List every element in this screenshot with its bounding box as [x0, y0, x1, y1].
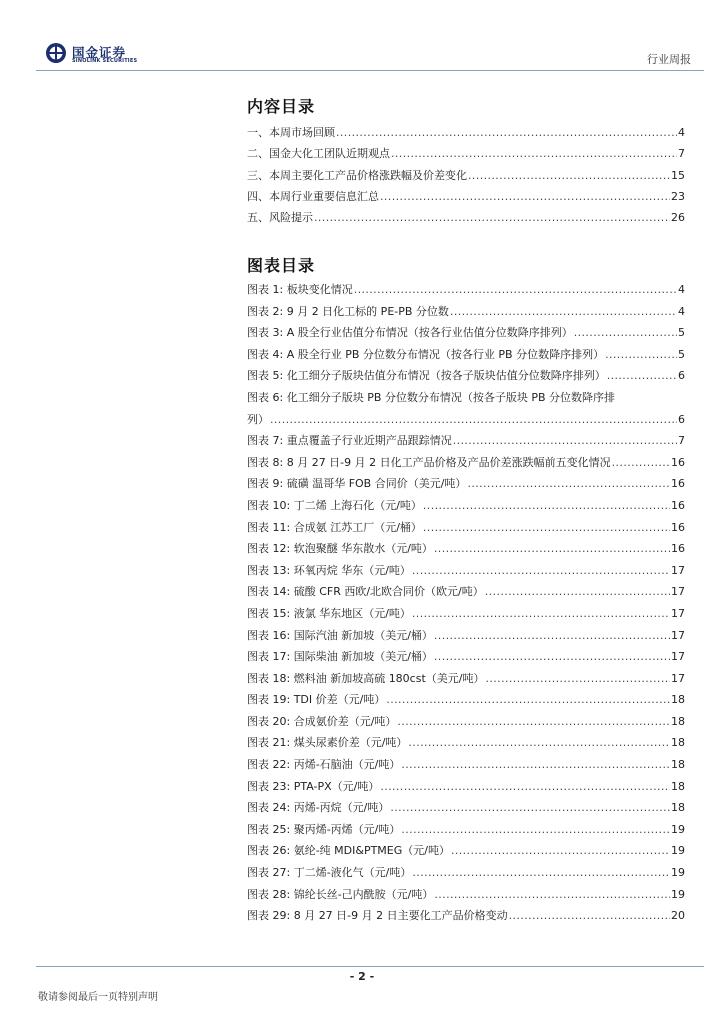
figure-item-label: 图表 2: 9 月 2 日化工标的 PE-PB 分位数 — [247, 304, 449, 318]
dot-leader — [605, 348, 677, 361]
figure-item-label: 图表 7: 重点覆盖子行业近期产品跟踪情况 — [247, 434, 452, 448]
dot-leader — [336, 126, 677, 139]
page-number: - 2 - — [349, 970, 375, 983]
figure-item-page-number: 16 — [671, 520, 685, 534]
figure-item[interactable] — [247, 648, 685, 670]
dot-leader — [412, 866, 670, 879]
figure-item-label: 图表 16: 国际汽油 新加坡（美元/桶） — [247, 628, 433, 642]
figure-item[interactable] — [247, 670, 685, 692]
figure-item[interactable] — [247, 627, 685, 649]
report-type: 行业周报 — [647, 53, 691, 66]
figure-item[interactable] — [247, 367, 685, 389]
figure-item[interactable] — [247, 540, 685, 562]
dot-leader — [380, 190, 670, 203]
toc-item-label: 二、国金大化工团队近期观点 — [247, 147, 390, 161]
footer-divider — [36, 966, 704, 967]
figure-item-label: 图表 3: A 股全行业估值分布情况（按各行业估值分位数降序排列） — [247, 326, 573, 340]
toc-item-page-number: 4 — [678, 126, 685, 139]
dot-leader — [451, 844, 670, 857]
toc-title: 内容目录 — [247, 97, 316, 116]
figure-item-label: 图表 26: 氨纶-纯 MDI&PTMEG（元/吨） — [247, 844, 450, 858]
figure-item[interactable] — [247, 821, 685, 843]
dot-leader — [397, 715, 670, 728]
figure-item[interactable] — [247, 519, 685, 541]
dot-leader — [434, 629, 670, 642]
figure-item[interactable] — [247, 454, 685, 476]
table-of-contents — [247, 124, 685, 230]
toc-item-page-number: 26 — [671, 211, 685, 225]
figure-item-label: 图表 19: TDI 价差（元/吨） — [247, 693, 386, 707]
toc-item[interactable] — [247, 145, 685, 166]
figure-item[interactable] — [247, 475, 685, 497]
figure-item-page-number: 18 — [671, 758, 685, 772]
figure-item-label: 图表 22: 丙烯-石脑油（元/吨） — [247, 758, 401, 772]
figure-item[interactable] — [247, 864, 685, 886]
figure-item[interactable] — [247, 799, 685, 821]
dot-leader — [423, 499, 670, 512]
figure-item-page-number: 19 — [671, 866, 685, 880]
toc-item-label: 四、本周行业重要信息汇总 — [247, 189, 379, 203]
dot-leader — [314, 211, 670, 224]
toc-item-page-number: 15 — [671, 168, 685, 182]
dot-leader — [354, 283, 677, 296]
figure-item-page-number: 17 — [671, 563, 685, 577]
figure-item[interactable] — [247, 605, 685, 627]
dot-leader — [391, 147, 677, 160]
toc-item-label: 一、本周市场回顾 — [247, 126, 335, 139]
logo-chinese-name: 国金证券 — [72, 45, 127, 60]
figure-item-label: 图表 6: 化工细分子版块 PB 分位数分布情况（按各子版块 PB 分位数降序排 — [247, 390, 616, 404]
toc-item-page-number: 23 — [671, 189, 685, 203]
figure-item-label: 图表 24: 丙烯-丙烷（元/吨） — [247, 801, 390, 815]
dot-leader — [509, 909, 670, 922]
figure-item-label: 图表 15: 液氯 华东地区（元/吨） — [247, 606, 411, 620]
figure-item-continuation-label: 列） — [247, 412, 269, 426]
figure-item-page-number: 19 — [671, 822, 685, 836]
figure-item-page-number: 17 — [671, 650, 685, 664]
toc-item-page-number: 7 — [678, 147, 685, 161]
figure-item-continuation[interactable] — [247, 411, 685, 433]
figure-item-page-number: 17 — [671, 606, 685, 620]
figure-item[interactable] — [247, 281, 685, 303]
figure-item-label: 图表 9: 硫磺 温哥华 FOB 合同价（美元/吨） — [247, 477, 467, 491]
dot-leader — [380, 780, 670, 793]
figure-item-label: 图表 12: 软泡聚醚 华东散水（元/吨） — [247, 542, 433, 556]
dot-leader — [408, 736, 670, 749]
disclaimer: 敬请参阅最后一页特别声明 — [38, 992, 158, 1003]
figure-item[interactable] — [247, 886, 685, 908]
sinolink-logo-icon — [45, 42, 67, 64]
dot-leader — [434, 542, 670, 555]
company-logo — [45, 42, 155, 66]
figure-item-page-number: 16 — [671, 477, 685, 491]
figure-item-label: 图表 5: 化工细分子版块估值分布情况（按各子版块估值分位数降序排列） — [247, 369, 606, 383]
figures-title: 图表目录 — [247, 256, 316, 275]
toc-item-label: 五、风险提示 — [247, 211, 313, 225]
figure-item-page-number: 7 — [678, 434, 685, 448]
figure-item-page-number: 18 — [671, 714, 685, 728]
figure-item-continuation-page-number: 6 — [678, 412, 685, 426]
figure-item[interactable] — [247, 346, 685, 368]
dot-leader — [434, 888, 670, 901]
figure-item-label: 图表 28: 锦纶长丝-己内酰胺（元/吨） — [247, 887, 434, 901]
page-header — [0, 0, 724, 72]
figure-item-page-number: 5 — [678, 347, 685, 361]
figure-item-label: 图表 14: 硫酸 CFR 西欧/北欧合同价（欧元/吨） — [247, 585, 484, 599]
figure-item[interactable] — [247, 303, 685, 325]
figure-item[interactable] — [247, 713, 685, 735]
figure-item-page-number: 16 — [671, 455, 685, 469]
figure-item-label: 图表 11: 合成氨 江苏工厂（元/桶） — [247, 520, 422, 534]
figure-item[interactable] — [247, 778, 685, 800]
figure-item[interactable] — [247, 324, 685, 346]
dot-leader — [434, 650, 670, 663]
figure-item-page-number: 18 — [671, 779, 685, 793]
toc-item-label: 三、本周主要化工产品价格涨跌幅及价差变化 — [247, 168, 467, 182]
figure-item-page-number: 4 — [678, 283, 685, 296]
list-of-figures — [247, 281, 685, 929]
dot-leader — [467, 477, 670, 490]
dot-leader — [386, 693, 670, 706]
dot-leader — [401, 758, 670, 771]
figure-item[interactable] — [247, 907, 685, 929]
figure-item[interactable] — [247, 583, 685, 605]
figure-item[interactable] — [247, 734, 685, 756]
figure-item-label: 图表 13: 环氧丙烷 华东（元/吨） — [247, 563, 411, 577]
dot-leader — [390, 801, 670, 814]
figure-item-page-number: 18 — [671, 736, 685, 750]
figure-item-page-number: 16 — [671, 498, 685, 512]
figure-item-page-number: 17 — [671, 671, 685, 685]
figure-item-label: 图表 8: 8 月 27 日-9 月 2 日化工产品价格及产品价差涨跌幅前五变化情况 — [247, 455, 611, 469]
figure-item[interactable] — [247, 432, 685, 454]
figure-item-page-number: 19 — [671, 887, 685, 901]
dot-leader — [485, 585, 670, 598]
figure-item-label: 图表 10: 丁二烯 上海石化（元/吨） — [247, 498, 422, 512]
dot-leader — [468, 169, 670, 182]
figure-item-label: 图表 21: 煤头尿素价差（元/吨） — [247, 736, 408, 750]
toc-item[interactable] — [247, 209, 685, 230]
figure-item-label: 图表 20: 合成氨价差（元/吨） — [247, 714, 397, 728]
toc-item[interactable] — [247, 167, 685, 188]
figure-item-label: 图表 17: 国际柴油 新加坡（美元/桶） — [247, 650, 433, 664]
figure-item-page-number: 5 — [678, 326, 685, 340]
figure-item[interactable] — [247, 691, 685, 713]
dot-leader — [450, 305, 677, 318]
figure-item-page-number: 4 — [678, 304, 685, 318]
dot-leader — [412, 607, 670, 620]
figure-item-page-number: 20 — [671, 909, 685, 923]
toc-item[interactable] — [247, 188, 685, 209]
dot-leader — [453, 434, 677, 447]
figure-item-label: 图表 23: PTA-PX（元/吨） — [247, 779, 380, 793]
figure-item-label: 图表 1: 板块变化情况 — [247, 283, 353, 296]
figure-item-label: 图表 27: 丁二烯-液化气（元/吨） — [247, 866, 412, 880]
dot-leader — [412, 564, 670, 577]
figure-item-page-number: 16 — [671, 542, 685, 556]
dot-leader — [401, 823, 670, 836]
figure-item-page-number: 18 — [671, 693, 685, 707]
dot-leader — [485, 672, 670, 685]
figure-item-page-number: 6 — [678, 369, 685, 383]
dot-leader — [574, 326, 677, 339]
figure-item[interactable] — [247, 497, 685, 519]
figure-item-page-number: 17 — [671, 585, 685, 599]
figure-item[interactable] — [247, 842, 685, 864]
figure-item-label: 图表 29: 8 月 27 日-9 月 2 日主要化工产品价格变动 — [247, 909, 508, 923]
figure-item-page-number: 17 — [671, 628, 685, 642]
header-divider — [36, 70, 704, 71]
figure-item-label: 图表 4: A 股全行业 PB 分位数分布情况（按各行业 PB 分位数降序排列） — [247, 347, 605, 361]
dot-leader — [612, 456, 670, 469]
dot-leader — [270, 413, 677, 426]
logo-english-name: SINOLINK SECURITIES — [72, 58, 138, 64]
figure-item-page-number: 19 — [671, 844, 685, 858]
dot-leader — [423, 521, 670, 534]
figure-item[interactable] — [247, 389, 685, 411]
dot-leader — [607, 369, 677, 382]
toc-item[interactable] — [247, 124, 685, 145]
figure-item[interactable] — [247, 562, 685, 584]
figure-item-label: 图表 18: 燃料油 新加坡高硫 180cst（美元/吨） — [247, 671, 485, 685]
figure-item-page-number: 18 — [671, 801, 685, 815]
figure-item[interactable] — [247, 756, 685, 778]
figure-item-label: 图表 25: 聚丙烯-丙烯（元/吨） — [247, 822, 401, 836]
